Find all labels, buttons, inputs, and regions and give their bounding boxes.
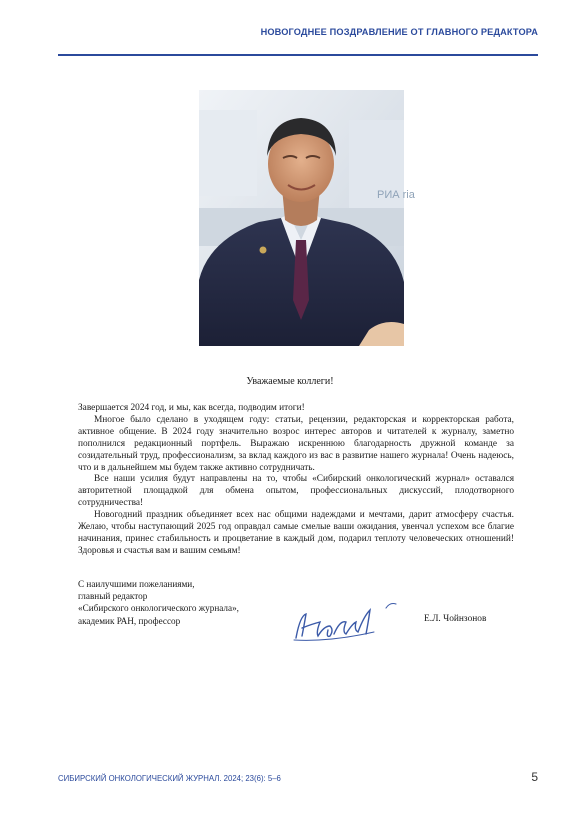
closing-line: С наилучшими пожеланиями, xyxy=(78,579,195,589)
closing-line: академик РАН, профессор xyxy=(78,615,181,626)
handwritten-signature xyxy=(290,596,410,646)
letter-paragraph: Все наши усилия будут направлены на то, чтобы «Сибирский онкологический журнал» оставался авторитетной площадкой для обмена опытом, профессиональных дискуссий, плодотворного сотрудничества! xyxy=(78,474,514,509)
closing-line: «Сибирского онкологического журнала», xyxy=(78,603,239,614)
page-number: 5 xyxy=(531,770,538,784)
signer-name: Е.Л. Чойнзонов xyxy=(424,614,487,624)
section-header-title: НОВОГОДНЕЕ ПОЗДРАВЛЕНИЕ ОТ ГЛАВНОГО РЕДАКТОРА xyxy=(260,27,538,37)
editor-portrait-photo xyxy=(199,90,415,346)
backdrop-logo-text: РИА ria xyxy=(377,189,415,201)
letter-closing xyxy=(78,578,239,627)
letter-paragraph: Новогодний праздник объединяет всех нас общими надеждами и мечтами, дарит атмосферу счастья. Желаю, чтобы наступающий 2025 год оправдал самые смелые ваши ожидания, увенчал успехом все благие начинания, принес стабильность и процветание в каждый дом, подарил теплоту человеческих отношений! Здоровья и счастья вам и вашим семьям! xyxy=(78,510,514,556)
closing-line: главный редактор xyxy=(78,591,148,602)
letter-body xyxy=(78,403,514,558)
footer-journal-citation: СИБИРСКИЙ ОНКОЛОГИЧЕСКИЙ ЖУРНАЛ. 2024; 23(6): 5–6 xyxy=(58,774,281,783)
letter-paragraph: Многое было сделано в уходящем году: статьи, рецензии, редакторская и корректорская работа, активное общение. В 2024 году значительно возрос интерес авторов и читателей к журналу, заметно пополнился редакционный портфель. Выражаю искреннюю благодарность дружной команде за созидательный труд, профессионализм, за вклад каждого из вас в развитие нашего журнала! Очень надеюсь, что и в дальнейшем мы будем также активно сотрудничать. xyxy=(78,414,514,473)
letter-greeting: Уважаемые коллеги! xyxy=(246,376,334,387)
header-divider xyxy=(58,54,538,56)
letter-paragraph: Завершается 2024 год, и мы, как всегда, подводим итоги! xyxy=(78,403,305,413)
